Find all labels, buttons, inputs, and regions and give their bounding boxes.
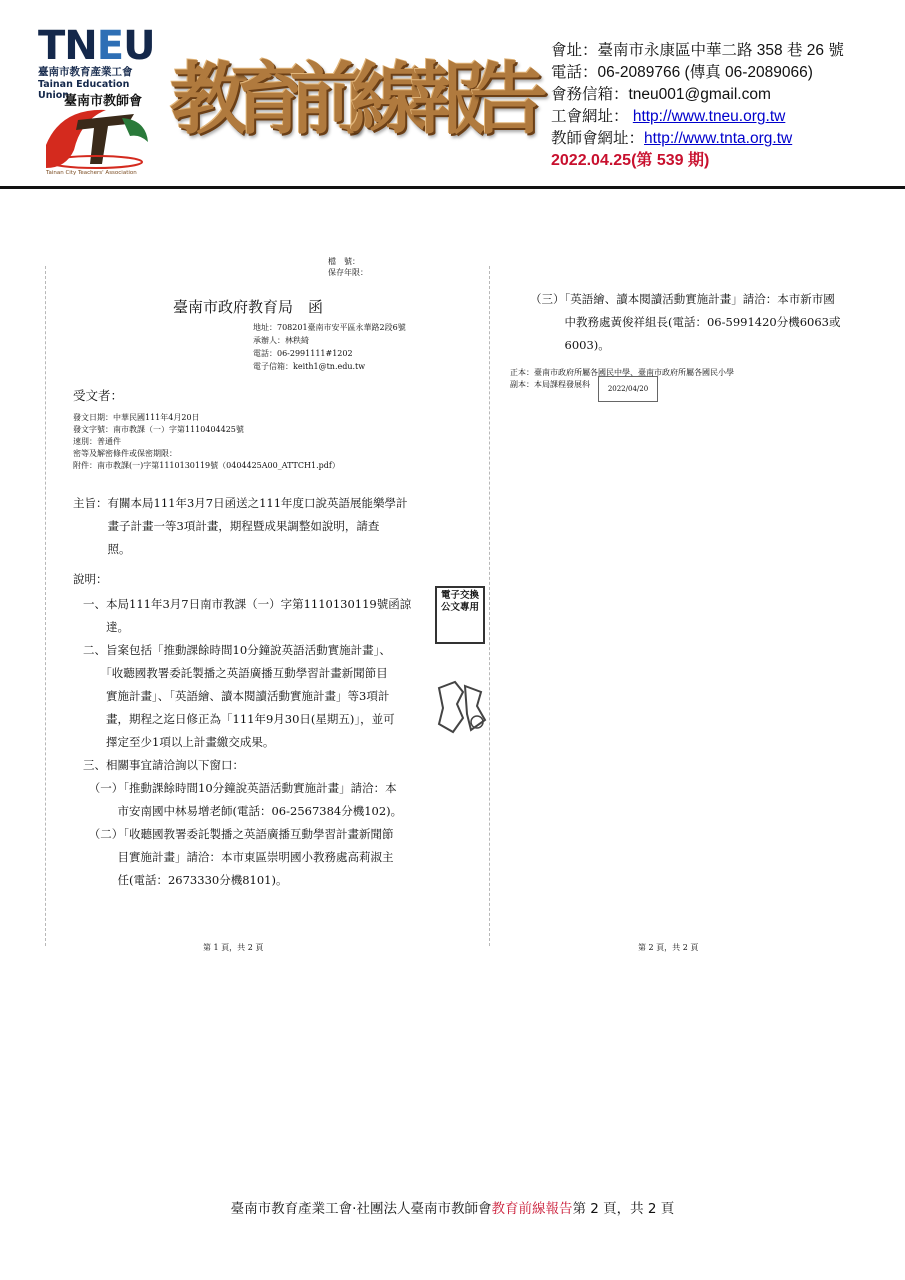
tta-name-cn: 臺南市教師會	[64, 94, 143, 109]
explanation-line: 擇定至少1項以上計畫繳交成果。	[83, 735, 275, 749]
agency-title: 臺南市政府教育局 函	[173, 298, 324, 316]
attachment: 附件：南市教課(一)字第1110130119號（0404425A00_ATTCH1.pdf）	[73, 461, 340, 470]
contact-block	[551, 40, 896, 172]
telephone: 電話：06-2991111#1202	[253, 349, 353, 358]
contact-phone: 電話：06-2089766 (傳真 06-2089066)	[551, 64, 813, 81]
explanation-line: 任(電話：2673330分機8101)。	[83, 873, 288, 887]
doc-number: 發文字號：南市教課（一）字第1110404425號	[73, 425, 244, 434]
masthead-char: 報	[410, 54, 489, 145]
retention-label: 保存年限：	[328, 268, 368, 277]
contact-address: 會址：臺南市永康區中華二路 358 巷 26 號	[551, 42, 844, 59]
contact-item-3	[530, 288, 860, 357]
header-divider	[0, 186, 905, 189]
subject-line: 主旨：有關本局111年3月7日函送之111年度口說英語展能樂學計	[73, 496, 408, 510]
date-seal: 2022/04/20	[598, 376, 658, 402]
copy-recipient: 副本：本局課程發展科	[510, 380, 590, 389]
teachers-site-link[interactable]: http://www.tnta.org.tw	[644, 130, 793, 147]
subject-block	[73, 492, 473, 561]
email: 電子信箱：keith1@tn.edu.tw	[253, 362, 366, 371]
main-recipient: 正本：臺南市政府所屬各國民中學、臺南市政府所屬各國民小學	[510, 368, 734, 377]
explanation-line: 市安南國中林易增老師(電話：06-2567384分機102)。	[83, 804, 403, 818]
recipient-label: 受文者：	[73, 388, 124, 403]
masthead-char: 前	[290, 54, 369, 145]
explanation-line: 6003)。	[530, 338, 610, 352]
masthead-char: 告	[470, 54, 549, 145]
explanation-line: （二）「收聽國教署委託製播之英語廣播互動學習計畫新聞節	[83, 827, 394, 841]
tneu-logo-e-letter: E	[96, 23, 124, 69]
tta-logo	[36, 90, 166, 180]
issue-date: 2022.04.25(第 539 期)	[551, 152, 710, 169]
agency-address: 地址：708201臺南市安平區永華路2段6號	[253, 323, 406, 332]
masthead-char: 教	[170, 54, 249, 145]
union-site-link[interactable]: http://www.tneu.org.tw	[632, 108, 786, 125]
seal-mark-icon	[433, 678, 489, 738]
contact-teachers-site: 教師會網址：http://www.tnta.org.tw	[551, 130, 793, 147]
subject-line: 照。	[73, 542, 131, 556]
explanation-line: （一）「推動課餘時間10分鐘說英語活動實施計畫」請洽：本	[83, 781, 397, 795]
contact-email: 會務信箱：tneu001@gmail.com	[551, 86, 771, 103]
explanation-line: 一、本局111年3月7日南市教課（一）字第1110130119號函諒	[83, 597, 412, 611]
masthead-title	[170, 44, 549, 184]
explanation-items	[83, 593, 458, 892]
issue-date-line: 發文日期：中華民國111年4月20日	[73, 413, 200, 422]
masthead-char: 育	[230, 54, 309, 145]
contact-union-site: 工會網址： http://www.tneu.org.tw	[551, 108, 786, 125]
explanation-line: 目實施計畫」請洽：本市東區崇明國小教務處高莉淑主	[83, 850, 394, 864]
explanation-line: 中教務處黃俊祥組長(電話：06-5991420分機6063或	[530, 315, 841, 329]
explanation-line: 三、相關事宜請洽詢以下窗口：	[83, 758, 244, 772]
masthead-char: 線	[350, 54, 429, 145]
tneu-logo-wordmark: TNEU	[38, 23, 155, 69]
page-edge-left	[45, 266, 46, 946]
explanation-label: 說明：	[73, 572, 108, 586]
file-number-label: 檔 號：	[328, 257, 360, 266]
handler: 承辦人：林秩綺	[253, 336, 309, 345]
document-page-2	[490, 266, 870, 952]
explanation-line: 「收聽國教署委託製播之英語廣播互動學習計畫新聞節目	[83, 666, 388, 680]
document-page-1	[45, 257, 490, 952]
newsletter-footer	[0, 1197, 905, 1217]
tta-name-en: Tainan City Teachers' Association	[46, 170, 137, 176]
classification: 密等及解密條件或保密期限：	[73, 449, 177, 458]
explanation-line: 二、旨案包括「推動課餘時間10分鐘說英語活動實施計畫」、	[83, 643, 391, 657]
tneu-name-cn: 臺南市教育產業工會	[38, 66, 133, 78]
explanation-line: 畫，期程之迄日修正為「111年9月30日(星期五)」，並可	[83, 712, 395, 726]
explanation-line: 達。	[83, 620, 129, 634]
speed: 速別：普通件	[73, 437, 121, 446]
explanation-line: 實施計畫」、「英語繪、讀本閱讀活動實施計畫」等3項計	[83, 689, 390, 703]
page-2-label: 第 2 頁，共 2 頁	[638, 943, 699, 952]
footer-org: 臺南市教育產業工會‧社團法人臺南市教師會	[230, 1201, 492, 1217]
exchange-stamp: 電子交換 公文專用	[435, 586, 485, 644]
footer-page: 第 2 頁，共 2 頁	[572, 1201, 675, 1217]
footer-title: 教育前線報告	[491, 1201, 573, 1217]
subject-line: 畫子計畫一等3項計畫，期程暨成果調整如說明，請查	[73, 519, 380, 533]
tneu-name-en: Tainan Education Union	[38, 79, 130, 101]
page-1-label: 第 1 頁，共 2 頁	[203, 943, 264, 952]
explanation-line: （三）「英語繪、讀本閱讀活動實施計畫」請洽：本市新市國	[530, 292, 835, 306]
